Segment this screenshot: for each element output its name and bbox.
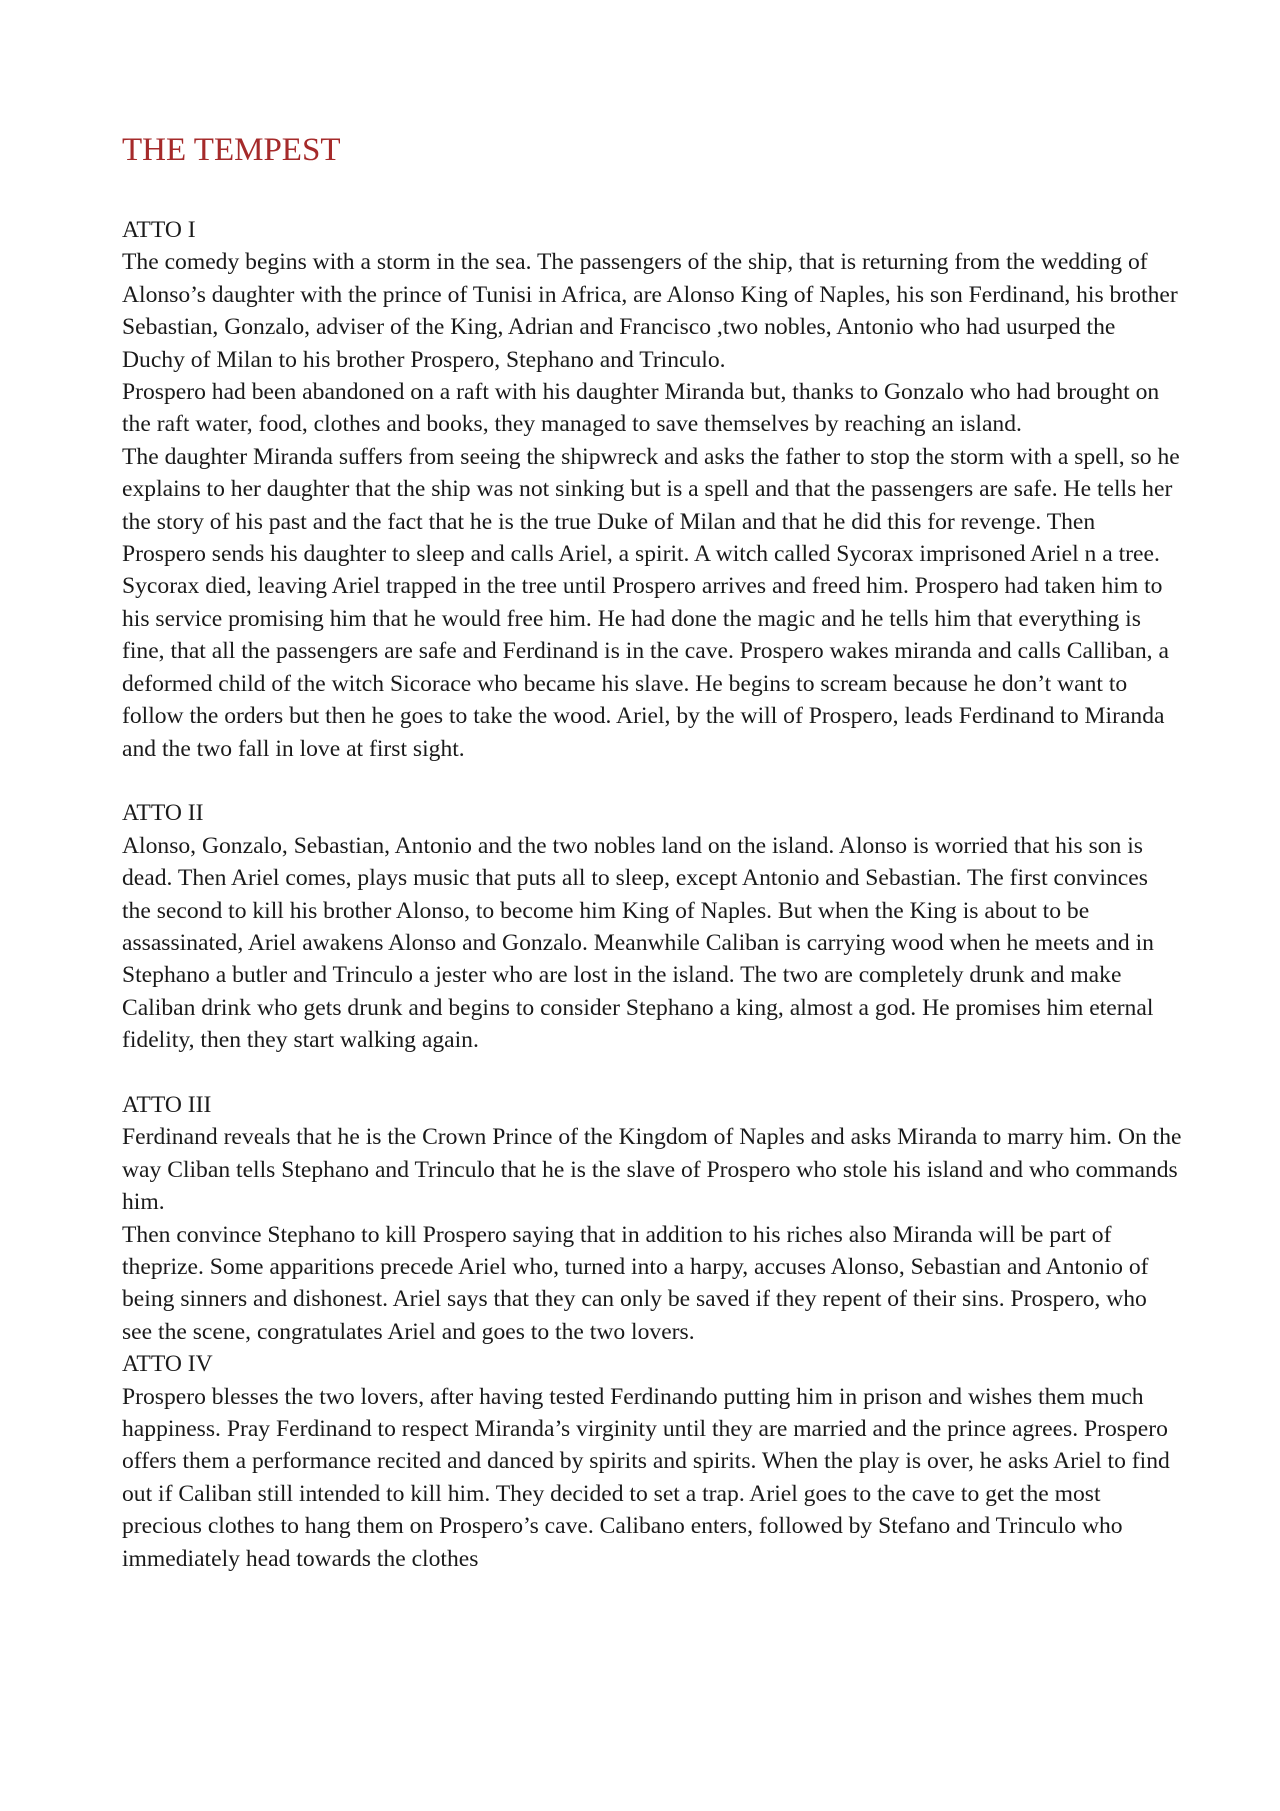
act-1-paragraph-1: The comedy begins with a storm in the sea. The passengers of the ship, that is returning from the wedding of Alonso’s daughter with the prince of Tunisi in Africa, are Alonso King of Naples, his son Ferdinand, his brother Sebastian, Gonzalo, adviser of the King, Adrian and Francisco ,two nobles, Antonio who had usurped the Duchy of Milan to his brother Prospero, Stephano and Trinculo. [122, 249, 1178, 373]
act-2-heading: ATTO II [122, 800, 204, 827]
act-2-section [122, 797, 1182, 1056]
act-4-paragraph-1: Prospero blesses the two lovers, after having tested Ferdinando putting him in prison and wishes them much happiness. Pray Ferdinand to respect Miranda’s virginity until they are married and the prince agrees. Prospero offers them a performance recited and danced by spirits and spirits. When the play is over, he asks Ariel to find out if Caliban still intended to kill him. They decided to set a trap. Ariel goes to the cave to get the most precious clothes to hang them on Prospero’s cave. Calibano enters, followed by Stefano and Trinculo who immediately head towards the clothes [122, 1383, 1170, 1572]
act-1-paragraph-3: The daughter Miranda suffers from seeing the shipwreck and asks the father to stop the storm with a spell, so he explains to her daughter that the ship was not sinking but is a spell and that the passengers are safe. He tells her the story of his past and the fact that he is the true Duke of Milan and that he did this for revenge. Then Prospero sends his daughter to sleep and calls Ariel, a spirit. A witch called Sycorax imprisoned Ariel n a tree. Sycorax died, leaving Ariel trapped in the tree until Prospero arrives and freed him. Prospero had taken him to his service promising him that he would free him. He had done the magic and he tells him that everything is fine, that all the passengers are safe and Ferdinand is in the cave. Prospero wakes miranda and calls Calliban, a deformed child of the witch Sicorace who became his slave. He begins to scream because he don’t want to follow the orders but then he goes to take the wood. Ariel, by the will of Prospero, leads Ferdinand to Miranda and the two fall in love at first sight. [122, 443, 1180, 762]
act-1-section [122, 214, 1182, 765]
act-1-paragraph-2: Prospero had been abandoned on a raft with his daughter Miranda but, thanks to Gonzalo who had brought on the raft water, food, clothes and books, they managed to save themselves by reaching an island. [122, 379, 1160, 438]
section-spacer [122, 765, 1182, 797]
act-4-section [122, 1348, 1182, 1575]
act-1-heading: ATTO I [122, 217, 196, 243]
document-page [122, 130, 1182, 1575]
act-3-heading: ATTO III [122, 1091, 212, 1118]
act-3-paragraph-2: Then convince Stephano to kill Prospero saying that in addition to his riches also Miranda will be part of theprize. Some apparitions precede Ariel who, turned into a harpy, accuses Alonso, Sebastian and Antonio of being sinners and dishonest. Ariel says that they can only be saved if they repent of their sins. Prospero, who see the scene, congratulates Ariel and goes to the two lovers. [122, 1221, 1149, 1345]
section-spacer [122, 1057, 1182, 1089]
act-3-paragraph-1: Ferdinand reveals that he is the Crown Prince of the Kingdom of Naples and asks Miranda to marry him. On the way Cliban tells Stephano and Trinculo that he is the slave of Prospero who stole his island and who commands him. [122, 1124, 1182, 1216]
act-4-heading: ATTO IV [122, 1351, 213, 1378]
act-3-section [122, 1089, 1182, 1348]
document-title: THE TEMPEST [122, 132, 341, 168]
act-2-paragraph-1: Alonso, Gonzalo, Sebastian, Antonio and the two nobles land on the island. Alonso is worried that his son is dead. Then Ariel comes, plays music that puts all to sleep, except Antonio and Sebastian. The first convinces the second to kill his brother Alonso, to become him King of Naples. But when the King is about to be assassinated, Ariel awakens Alonso and Gonzalo. Meanwhile Caliban is carrying wood when he meets and in Stephano a butler and Trinculo a jester who are lost in the island. The two are completely drunk and make Caliban drink who gets drunk and begins to consider Stephano a king, almost a god. He promises him eternal fidelity, then they start walking again. [122, 832, 1154, 1054]
